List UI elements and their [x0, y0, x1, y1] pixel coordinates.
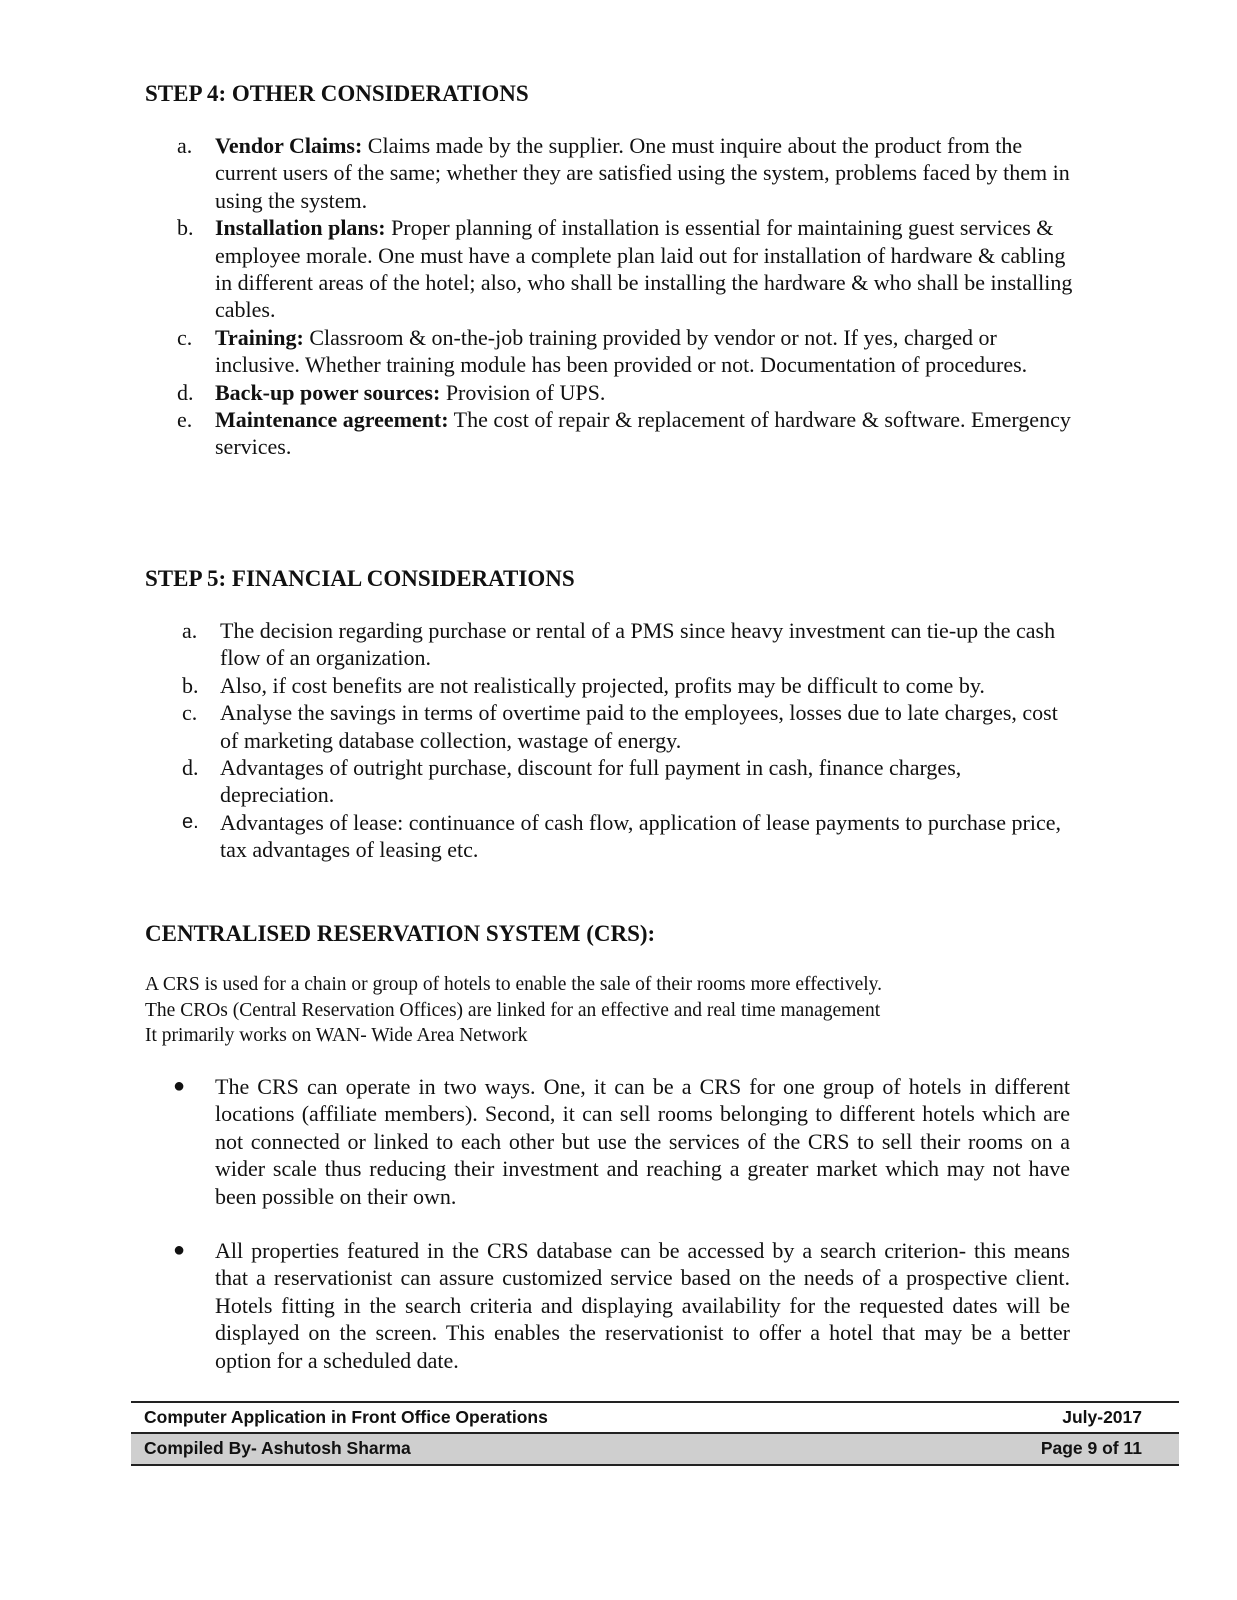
list-marker: b.: [182, 672, 199, 698]
list-marker: e.: [182, 810, 199, 833]
item-text: Also, if cost benefits are not realistically projected, profits may be difficult to come by.: [220, 672, 985, 698]
list-item: [182, 754, 1080, 809]
footer-page-number: Page 9 of 11: [1040, 1438, 1142, 1458]
list-item: [182, 617, 1080, 672]
list-marker: b.: [177, 215, 194, 241]
list-item: [177, 132, 1075, 214]
footer-row-compiled: [131, 1432, 1179, 1466]
list-item: [177, 214, 1075, 324]
item-term: Vendor Claims:: [215, 133, 363, 158]
list-marker: e.: [177, 407, 193, 433]
item-text: Claims made by the supplier. One must inquire about the product from the current users of the same; whether they are satisfied using the system, problems faced by them in using the system.: [215, 133, 1070, 213]
footer-date: July-2017: [1062, 1407, 1142, 1427]
step5-list: [182, 617, 1080, 864]
list-marker: c.: [182, 700, 198, 726]
crs-intro: [145, 972, 1065, 1049]
list-marker: d.: [182, 755, 199, 781]
footer-course-title: Computer Application in Front Office Operations: [144, 1407, 548, 1427]
item-text: Analyse the savings in terms of overtime paid to the employees, losses due to late charges, cost of marketing database collection, wastage of energy.: [220, 700, 1058, 753]
step4-list: [177, 132, 1075, 461]
intro-line: The CROs (Central Reservation Offices) are linked for an effective and real time management: [145, 999, 881, 1021]
list-item: [173, 1237, 1070, 1374]
list-item: [177, 379, 1075, 406]
item-term: Back-up power sources:: [215, 379, 441, 405]
list-item: [182, 809, 1080, 864]
intro-line: It primarily works on WAN- Wide Area Network: [145, 1025, 528, 1046]
list-marker: d.: [177, 379, 194, 405]
list-marker: a.: [177, 133, 193, 158]
item-text: Advantages of lease: continuance of cash flow, application of lease payments to purchase price, tax advantages of leasing etc.: [220, 809, 1061, 863]
item-text: The CRS can operate in two ways. One, it can be a CRS for one group of hotels in different locations (affiliate members). Second, it can sell rooms belonging to different hotels which are not connected or linked to each other but use the services of the CRS to sell their rooms on a wider scale thus reducing their investment and reaching a greater market which may not have been possible on their own.: [215, 1074, 1070, 1209]
list-item: [173, 1073, 1070, 1210]
item-term: Installation plans:: [215, 215, 386, 241]
bullet-icon: ●: [173, 1239, 186, 1262]
item-text: Classroom & on-the-job training provided by vendor or not. If yes, charged or inclusive. Whether training module has been provided or not. Documentation of procedures.: [215, 324, 1028, 378]
list-item: [177, 324, 1075, 379]
item-text: Proper planning of installation is essential for maintaining guest services & employee morale. One must have a complete plan laid out for installation of hardware & cabling in different areas of the hotel; also, who shall be installing the hardware & who shall be installing cables.: [215, 215, 1073, 323]
footer-row-course: [131, 1401, 1179, 1433]
item-text: The decision regarding purchase or rental of a PMS since heavy investment can tie-up the cash flow of an organization.: [220, 618, 1056, 671]
item-term: Maintenance agreement:: [215, 407, 449, 433]
crs-heading: CENTRALISED RESERVATION SYSTEM (CRS):: [145, 921, 656, 946]
list-marker: a.: [182, 618, 198, 643]
step5-heading: STEP 5: FINANCIAL CONSIDERATIONS: [145, 566, 575, 591]
footer-compiled-by: Compiled By- Ashutosh Sharma: [144, 1438, 411, 1458]
crs-bullet-list: [173, 1073, 1070, 1401]
item-text: All properties featured in the CRS database can be accessed by a search criterion- this means that a reservationist can assure customized service based on the needs of a prospective client. Hotels fitting in the search criteria and displaying availability for the requested dates will be displayed on the screen. This enables the reservationist to offer a hotel that may be a better option for a scheduled date.: [215, 1238, 1070, 1373]
item-term: Training:: [215, 324, 304, 350]
item-text: Advantages of outright purchase, discount for full payment in cash, finance charges, depreciation.: [220, 755, 962, 808]
list-item: [177, 406, 1075, 461]
item-text: The cost of repair & replacement of hardware & software. Emergency services.: [215, 407, 1071, 460]
list-item: [182, 672, 1080, 699]
list-marker: c.: [177, 324, 193, 350]
intro-line: A CRS is used for a chain or group of hotels to enable the sale of their rooms more effectively.: [145, 974, 883, 995]
bullet-icon: ●: [173, 1075, 186, 1097]
step4-heading: STEP 4: OTHER CONSIDERATIONS: [145, 81, 529, 106]
list-item: [182, 699, 1080, 754]
item-text: Provision of UPS.: [440, 379, 606, 405]
